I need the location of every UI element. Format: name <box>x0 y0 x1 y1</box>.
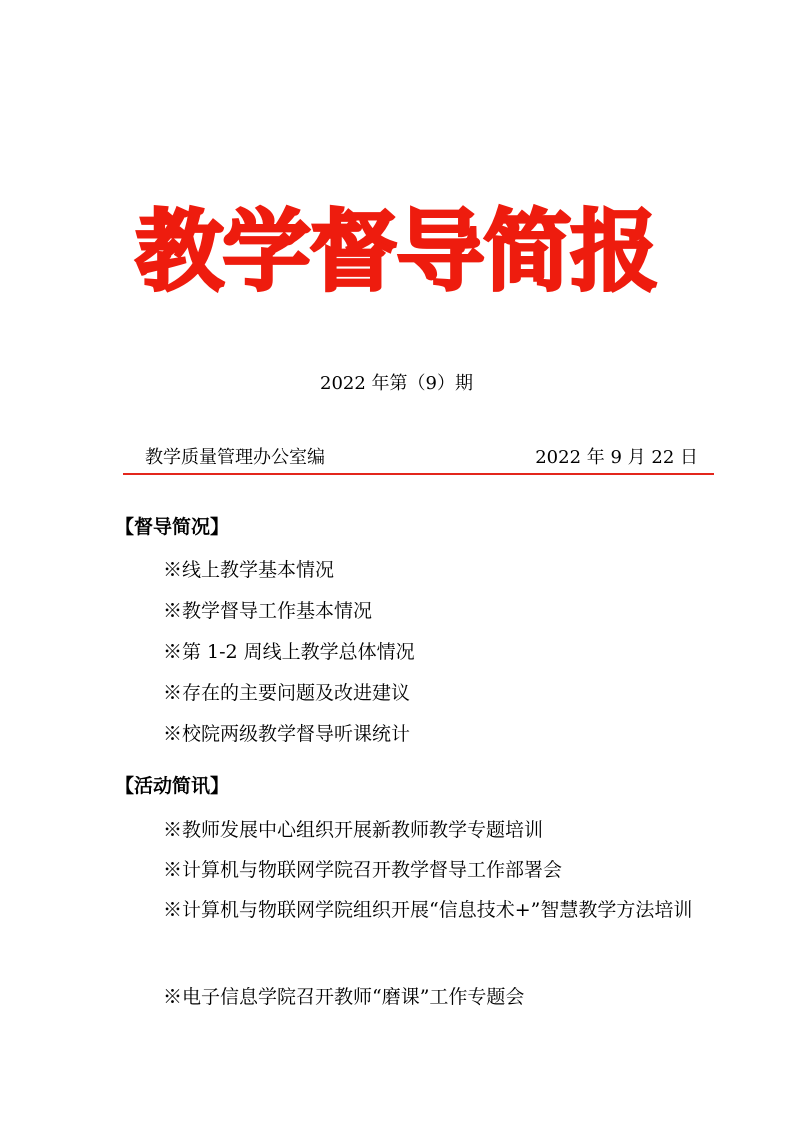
toc-item: ※第 1-2 周线上教学总体情况 <box>163 641 415 663</box>
publish-date: 2022 年 9 月 22 日 <box>535 447 698 468</box>
section-heading-supervision: 【督导简况】 <box>115 516 230 538</box>
toc-item: ※线上教学基本情况 <box>163 559 335 581</box>
toc-item: ※计算机与物联网学院组织开展“信息技术+”智慧教学方法培训 <box>163 899 693 921</box>
issue-number: 2022 年第（9）期 <box>320 373 473 394</box>
toc-item: ※教师发展中心组织开展新教师教学专题培训 <box>163 819 544 841</box>
toc-item: ※教学督导工作基本情况 <box>163 600 373 622</box>
section-heading-activities: 【活动简讯】 <box>115 775 230 797</box>
toc-item: ※电子信息学院召开教师“磨课”工作专题会 <box>163 986 525 1008</box>
header-divider <box>123 473 714 475</box>
toc-item: ※存在的主要问题及改进建议 <box>163 682 411 704</box>
masthead-title: 教学督导简报 <box>135 200 658 303</box>
toc-item: ※校院两级教学督导听课统计 <box>163 723 411 745</box>
toc-item: ※计算机与物联网学院召开教学督导工作部署会 <box>163 859 563 881</box>
editor-credit: 教学质量管理办公室编 <box>145 447 325 468</box>
